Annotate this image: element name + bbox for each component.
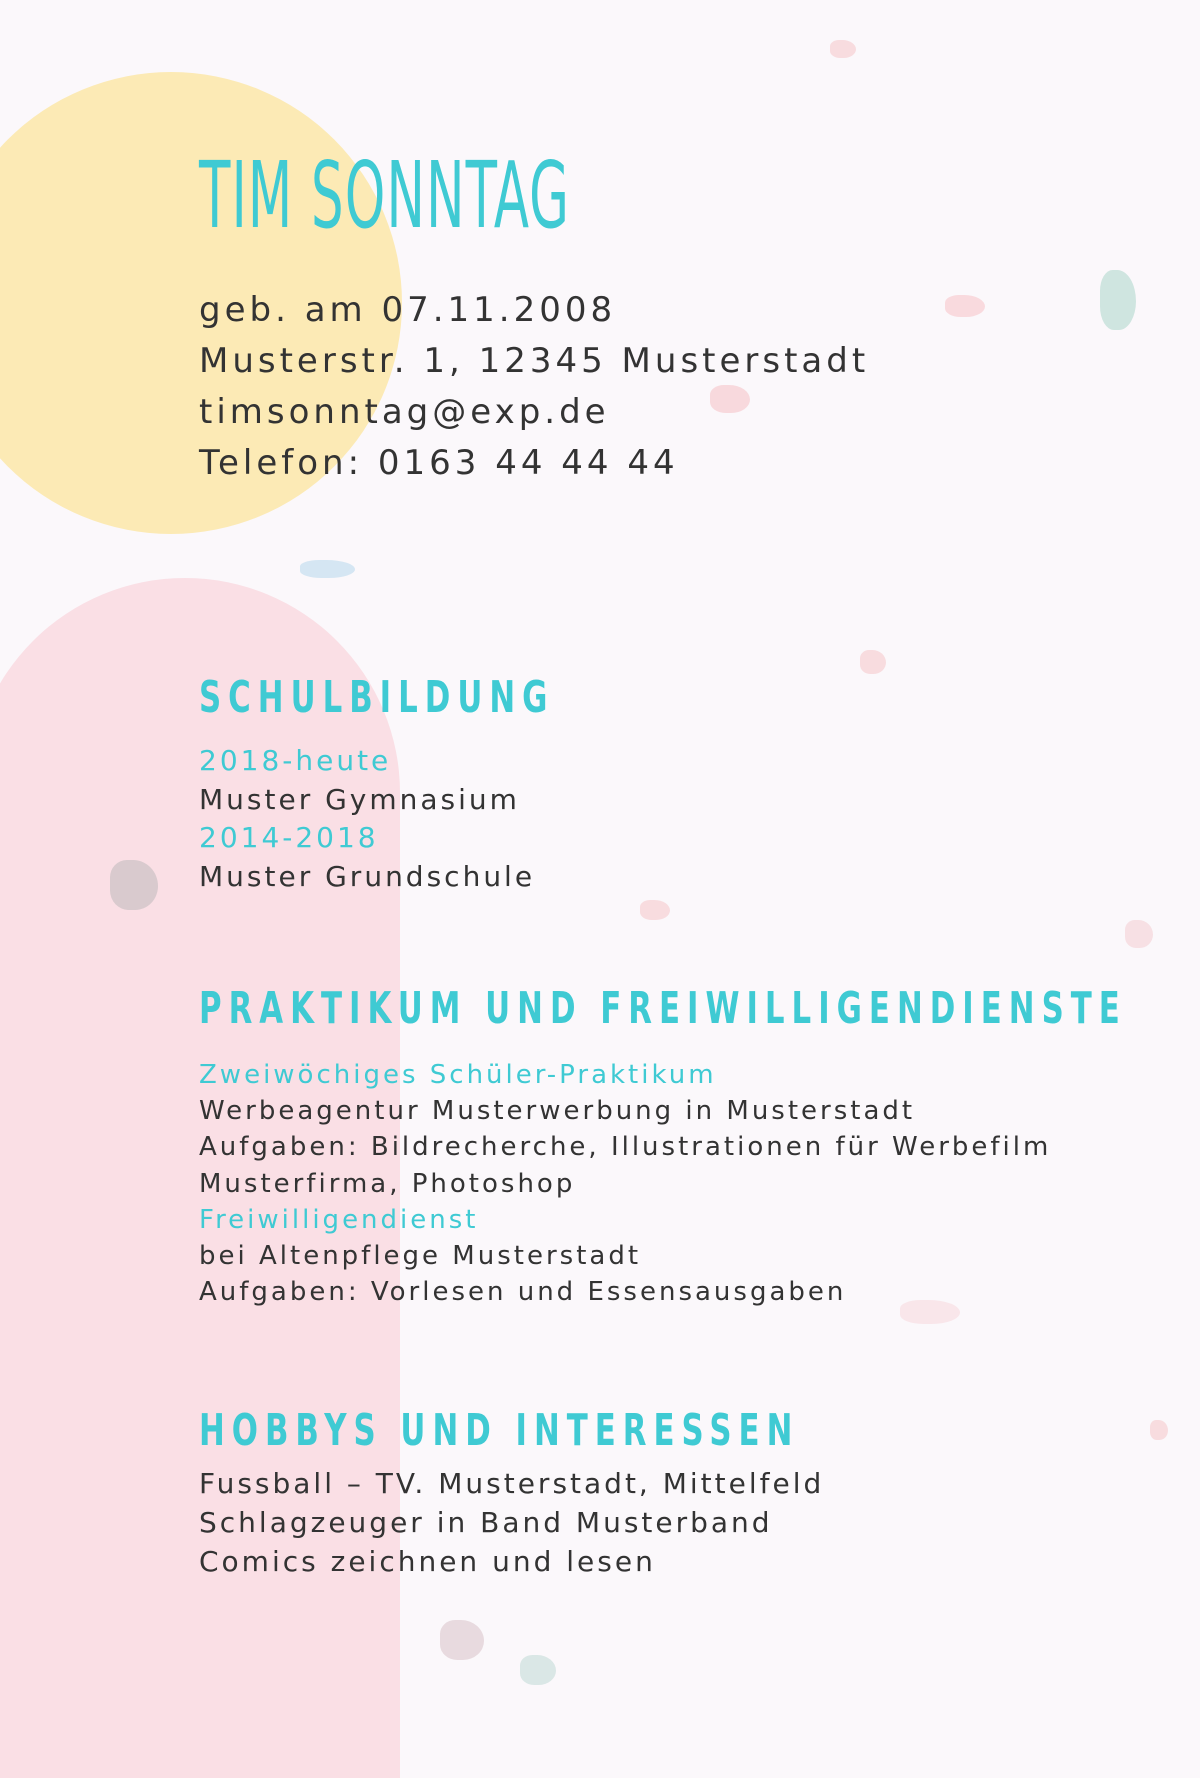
decor-speckle — [945, 295, 985, 317]
email: timsonntag@exp.de — [199, 392, 610, 432]
decor-speckle — [520, 1655, 556, 1685]
decor-speckle — [640, 900, 670, 920]
volunteer-line: Aufgaben: Vorlesen und Essensausgaben — [199, 1277, 847, 1308]
internship-line: Aufgaben: Bildrecherche, Illustrationen für Werbefilm — [199, 1132, 1052, 1163]
volunteer-heading: Freiwilligendienst — [199, 1204, 479, 1235]
section-title-praktikum: PRAKTIKUM UND FREIWILLIGENDIENSTE — [199, 983, 1127, 1034]
volunteer-line: bei Altenpflege Musterstadt — [199, 1241, 642, 1272]
address: Musterstr. 1, 12345 Musterstadt — [199, 341, 870, 381]
decor-speckle — [440, 1620, 484, 1660]
decor-speckle — [110, 860, 158, 910]
decor-speckle — [830, 40, 856, 58]
decor-speckle — [1100, 270, 1136, 330]
internship-line: Werbeagentur Musterwerbung in Musterstadt — [199, 1096, 916, 1127]
school-name: Muster Gymnasium — [199, 782, 520, 816]
decor-speckle — [1125, 920, 1153, 948]
person-name: TIM SONNTAG — [199, 142, 571, 249]
phone: Telefon: 0163 44 44 44 — [199, 443, 679, 483]
contact-block — [199, 285, 869, 489]
decor-speckle — [1150, 1420, 1168, 1440]
school-name: Muster Grundschule — [199, 859, 536, 893]
section-title-schulbildung: SCHULBILDUNG — [199, 672, 555, 723]
internship-line: Musterfirma, Photoshop — [199, 1168, 576, 1199]
school-period: 2018-heute — [199, 744, 392, 777]
decor-speckle — [860, 650, 886, 674]
school-period: 2014-2018 — [199, 821, 379, 854]
internship-heading: Zweiwöchiges Schüler-Praktikum — [199, 1060, 717, 1090]
hobby-item: Fussball – TV. Musterstadt, Mittelfeld — [199, 1467, 825, 1500]
schulbildung-list — [199, 742, 535, 896]
birth-date: geb. am 07.11.2008 — [199, 290, 617, 330]
hobby-item: Schlagzeuger in Band Musterband — [199, 1506, 773, 1539]
hobby-item: Comics zeichnen und lesen — [199, 1545, 656, 1578]
praktikum-list — [199, 1057, 1051, 1310]
section-title-hobbys: HOBBYS UND INTERESSEN — [199, 1405, 800, 1456]
hobbys-list — [199, 1464, 824, 1581]
decor-speckle — [300, 560, 355, 578]
